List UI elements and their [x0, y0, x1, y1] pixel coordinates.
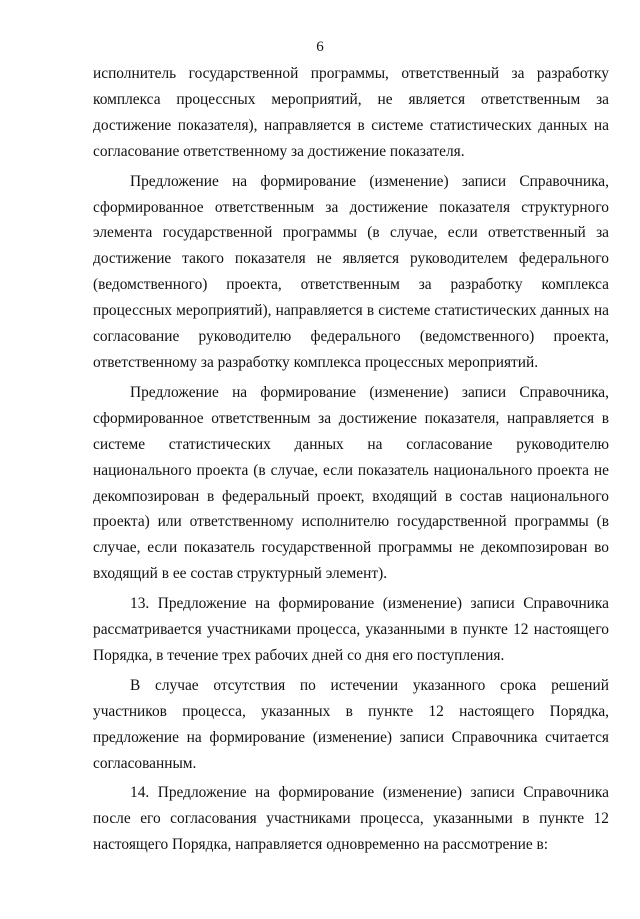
page-number: 6: [316, 39, 324, 55]
paragraph: Предложение на формирование (изменение) записи Справочника, сформированное ответственным за достижение показателя структурного элемента государственной программы (в случае, если ответственный за достижение такого показателя не является руководителем федерального (ведомственного) проекта, ответственным за разработку комплекса процессных мероприятий), направляется в системе статистических данных на согласование руководителю федерального (ведомственного) проекта, ответственному за разработку комплекса процессных мероприятий.: [93, 172, 609, 371]
paragraph-continuation: исполнитель государственной программы, ответственный за разработку комплекса процессных мероприятий, не является ответственным за достижение показателя), направляется в системе статистических данных на согласование ответственному за достижение показателя.: [93, 65, 609, 160]
paragraph: Предложение на формирование (изменение) записи Справочника, сформированное ответственным за достижение показателя, направляется в системе статистических данных на согласование руководителю национального проекта (в случае, если показатель национального проекта не декомпозирован в федеральный проект, входящий в состав национального проекта) или ответственному исполнителю государственной программы (в случае, если показатель государственной программы не декомпозирован во входящий в ее состав структурный элемент).: [93, 383, 609, 583]
paragraph-item-14: 14. Предложение на формирование (изменение) записи Справочника после его согласования участниками процесса, указанными в пункте 12 настоящего Порядка, направляется одновременно на рассмотрение в:: [93, 784, 609, 854]
paragraph: В случае отсутствия по истечении указанного срока решений участников процесса, указанных в пункте 12 настоящего Порядка, предложение на формирование (изменение) записи Справочника считается согласованным.: [93, 676, 609, 772]
document-body: [93, 61, 609, 862]
paragraph-item-13: 13. Предложение на формирование (изменение) записи Справочника рассматривается участниками процесса, указанными в пункте 12 настоящего Порядка, в течение трех рабочих дней со дня его поступления.: [93, 595, 609, 664]
